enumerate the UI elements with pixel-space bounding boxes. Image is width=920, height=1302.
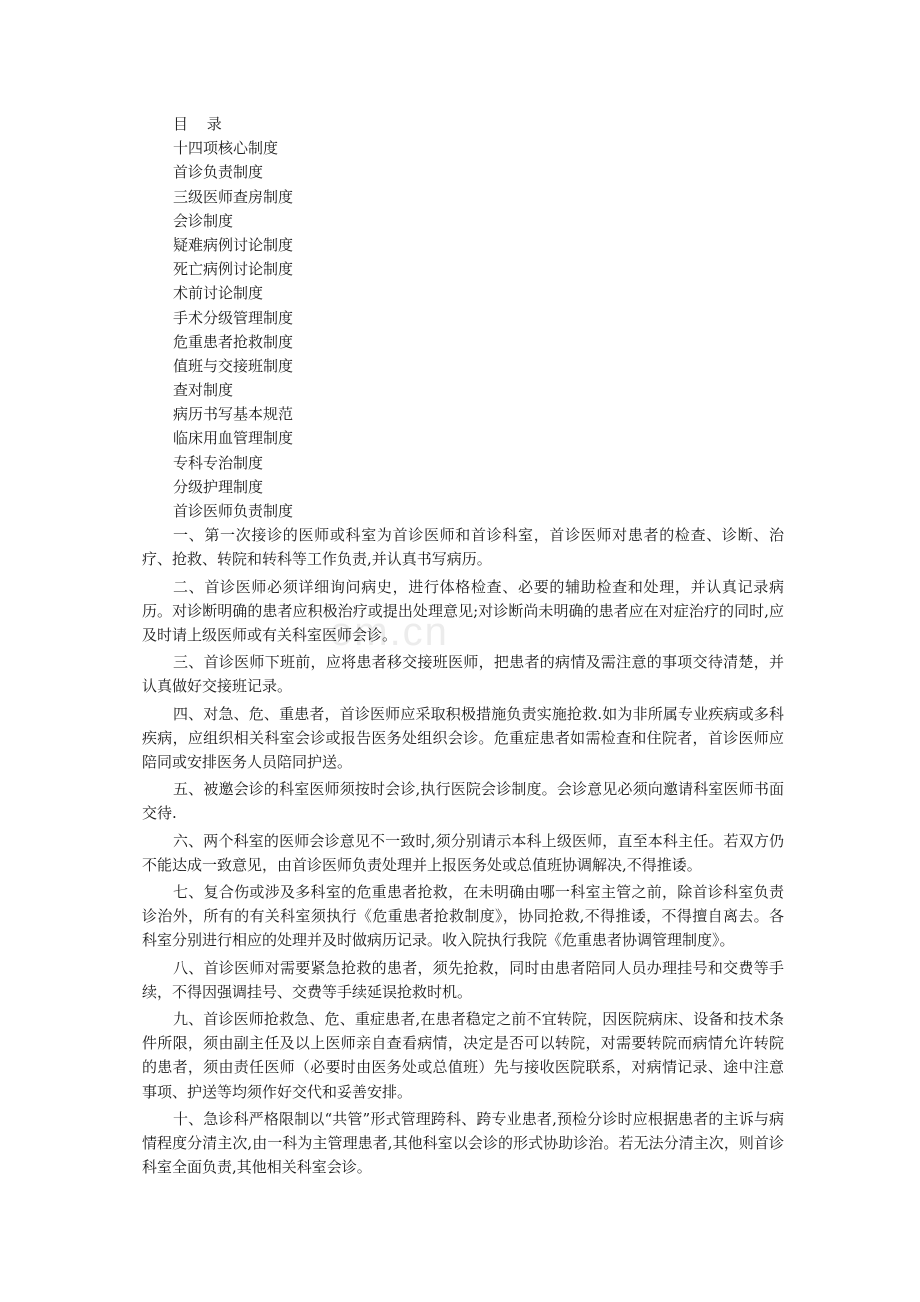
toc-item: 首诊医师负责制度	[173, 502, 294, 520]
paragraph: 四、对急、危、重患者，首诊医师应采取积极措施负责实施抢救.如为非所属专业疾病或多科疾病，应组织相关科室会诊或报告医务处组织会诊。危重症患者如需检查和住院者，首诊医师应陪同或安排医务人员陪同护送。	[142, 704, 784, 772]
toc-item: 专科专治制度	[173, 453, 264, 472]
toc-item: 危重患者抢救制度	[173, 332, 294, 351]
paragraph: 八、首诊医师对需要紧急抢救的患者，须先抢救，同时由患者陪同人员办理挂号和交费等手续，不得因强调挂号、交费等手续延误抢救时机。	[142, 958, 784, 1001]
toc-item: 首诊负责制度	[173, 163, 264, 182]
toc-item: 十四项核心制度	[173, 139, 279, 158]
paragraph: 一、第一次接诊的医师或科室为首诊医师和首诊科室，首诊医师对患者的检查、诊断、治疗、抢救、转院和转科等工作负责,并认真书写病历。	[142, 526, 784, 569]
toc-item: 临床用血管理制度	[173, 429, 294, 448]
toc-item: 手术分级管理制度	[173, 308, 294, 327]
document-page	[142, 112, 784, 1182]
paragraph: 十、急诊科严格限制以“共管”形式管理跨科、跨专业患者,预检分诊时应根据患者的主诉与病情程度分清主次,由一科为主管理患者,其他科室以会诊的形式协助诊治。若无法分清主次，则首诊科室全面负责,其他相关科室会诊。	[142, 1109, 784, 1177]
toc-item: 病历书写基本规范	[173, 405, 294, 424]
paragraph: 三、首诊医师下班前，应将患者移交接班医师，把患者的病情及需注意的事项交待清楚，并认真做好交接班记录。	[142, 653, 784, 696]
paragraph: 七、复合伤或涉及多科室的危重患者抢救，在未明确由哪一科室主管之前，除首诊科室负责诊治外，所有的有关科室须执行《危重患者抢救制度》，协同抢救,不得推诿，不得擅自离去。各科室分别进行相应的处理并及时做病历记录。收入院执行我院《危重患者协调管理制度》。	[142, 883, 784, 950]
toc-item: 疑难病例讨论制度	[173, 235, 294, 254]
paragraph: 九、首诊医师抢救急、危、重症患者,在患者稳定之前不宜转院，因医院病床、设备和技术条件所限，须由副主任及以上医师亲自查看病情，决定是否可以转院，对需要转院而病情允许转院的患者，须由责任医师（必要时由医务处或总值班）先与接收医院联系，对病情记录、途中注意事项、护送等均须作好交代和妥善安排。	[142, 1010, 784, 1101]
toc-item: 死亡病例讨论制度	[173, 260, 294, 279]
toc-item: 值班与交接班制度	[173, 356, 294, 375]
paragraph: 五、被邀会诊的科室医师须按时会诊,执行医院会诊制度。会诊意见必须向邀请科室医师书面交待.	[142, 780, 784, 823]
watermark: om.cn	[330, 610, 449, 654]
toc-item: 术前讨论制度	[173, 284, 264, 303]
toc-item: 会诊制度	[173, 211, 234, 230]
paragraph: 六、两个科室的医师会诊意见不一致时,须分别请示本科上级医师，直至本科主任。若双方仍不能达成一致意见，由首诊医师负责处理并上报医务处或总值班协调解决,不得推诿。	[142, 831, 784, 874]
document-body	[142, 523, 784, 1179]
toc-item: 查对制度	[173, 381, 234, 400]
toc-title: 目 录	[173, 115, 222, 133]
paragraph: 二、首诊医师必须详细询问病史，进行体格检查、必要的辅助检查和处理，并认真记录病历。对诊断明确的患者应积极治疗或提出处理意见;对诊断尚未明确的患者应在对症治疗的同时,应及时请上级医师或有关科室医师会诊。	[142, 577, 784, 644]
toc-item: 分级护理制度	[173, 477, 264, 496]
toc-item: 三级医师查房制度	[173, 187, 294, 206]
table-of-contents	[142, 136, 784, 523]
